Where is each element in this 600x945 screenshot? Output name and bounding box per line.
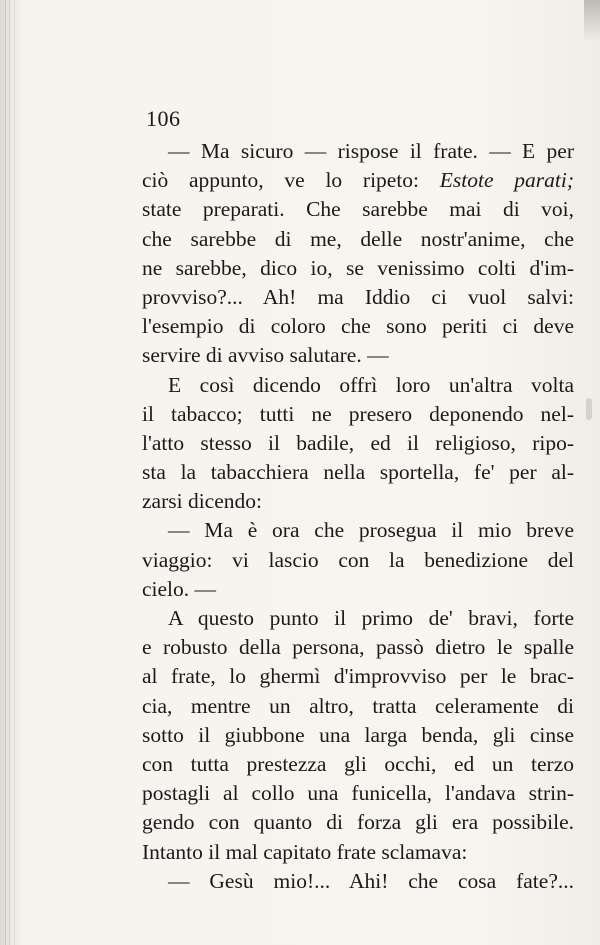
text-line: ne sarebbe, dico io, se venissimo colti d'im- — [142, 255, 574, 280]
text-line: cielo. — — [142, 576, 217, 601]
page-corner-shadow — [584, 0, 600, 40]
text-line: postagli al collo una funicella, l'andava strin- — [142, 781, 574, 806]
text-line: — Gesù mio!... Ahi! che cosa fate?... — [168, 868, 574, 893]
latin-phrase: Estote parati; — [439, 168, 575, 193]
text-line: con tutta prestezza gli occhi, ed un terzo — [142, 751, 574, 776]
ink-blot — [586, 398, 592, 420]
text-line: al frate, lo ghermì d'improvviso per le brac- — [142, 664, 574, 689]
page-edge-line — [9, 0, 10, 945]
text-line: provviso?... Ah! ma Iddio ci vuol salvi: — [142, 284, 574, 309]
page-number: 106 — [146, 106, 181, 131]
text-line — [142, 166, 574, 195]
text-line: viaggio: vi lascio con la benedizione del — [142, 547, 574, 572]
text-line: gendo con quanto di forza gli era possibile. — [142, 810, 574, 835]
text-line: zarsi dicendo: — [142, 489, 262, 514]
text-line: e robusto della persona, passò dietro le spalle — [142, 635, 574, 660]
text-line: — Ma sicuro — rispose il frate. — E per — [168, 139, 574, 163]
text-line: l'atto stesso il badile, ed il religioso, ripo- — [142, 430, 574, 455]
text-line: che sarebbe di me, delle nostr'anime, che — [142, 226, 574, 251]
text-line: servire di avviso salutare. — — [142, 343, 389, 368]
text-line-part: ciò appunto, ve lo ripeto: — [142, 168, 420, 193]
text-line: cia, mentre un altro, tratta celeramente di — [142, 693, 574, 718]
text-line: il tabacco; tutti ne presero deponendo nel- — [142, 401, 574, 426]
text-line: Intanto il mal capitato frate sclamava: — [142, 839, 468, 864]
text-line: sotto il giubbone una larga benda, gli cinse — [142, 722, 574, 747]
body-text — [142, 137, 574, 896]
text-line: — Ma è ora che prosegua il mio breve — [168, 518, 574, 543]
page-edge-line — [5, 0, 6, 945]
text-line: state preparati. Che sarebbe mai di voi, — [142, 197, 574, 222]
page-edge-line — [14, 0, 15, 945]
text-line: sta la tabacchiera nella sportella, fe' per al- — [142, 460, 574, 485]
text-line: E così dicendo offrì loro un'altra volta — [168, 372, 574, 397]
text-line: l'esempio di coloro che sono periti ci deve — [142, 314, 574, 339]
text-line: A questo punto il primo de' bravi, forte — [168, 606, 574, 630]
